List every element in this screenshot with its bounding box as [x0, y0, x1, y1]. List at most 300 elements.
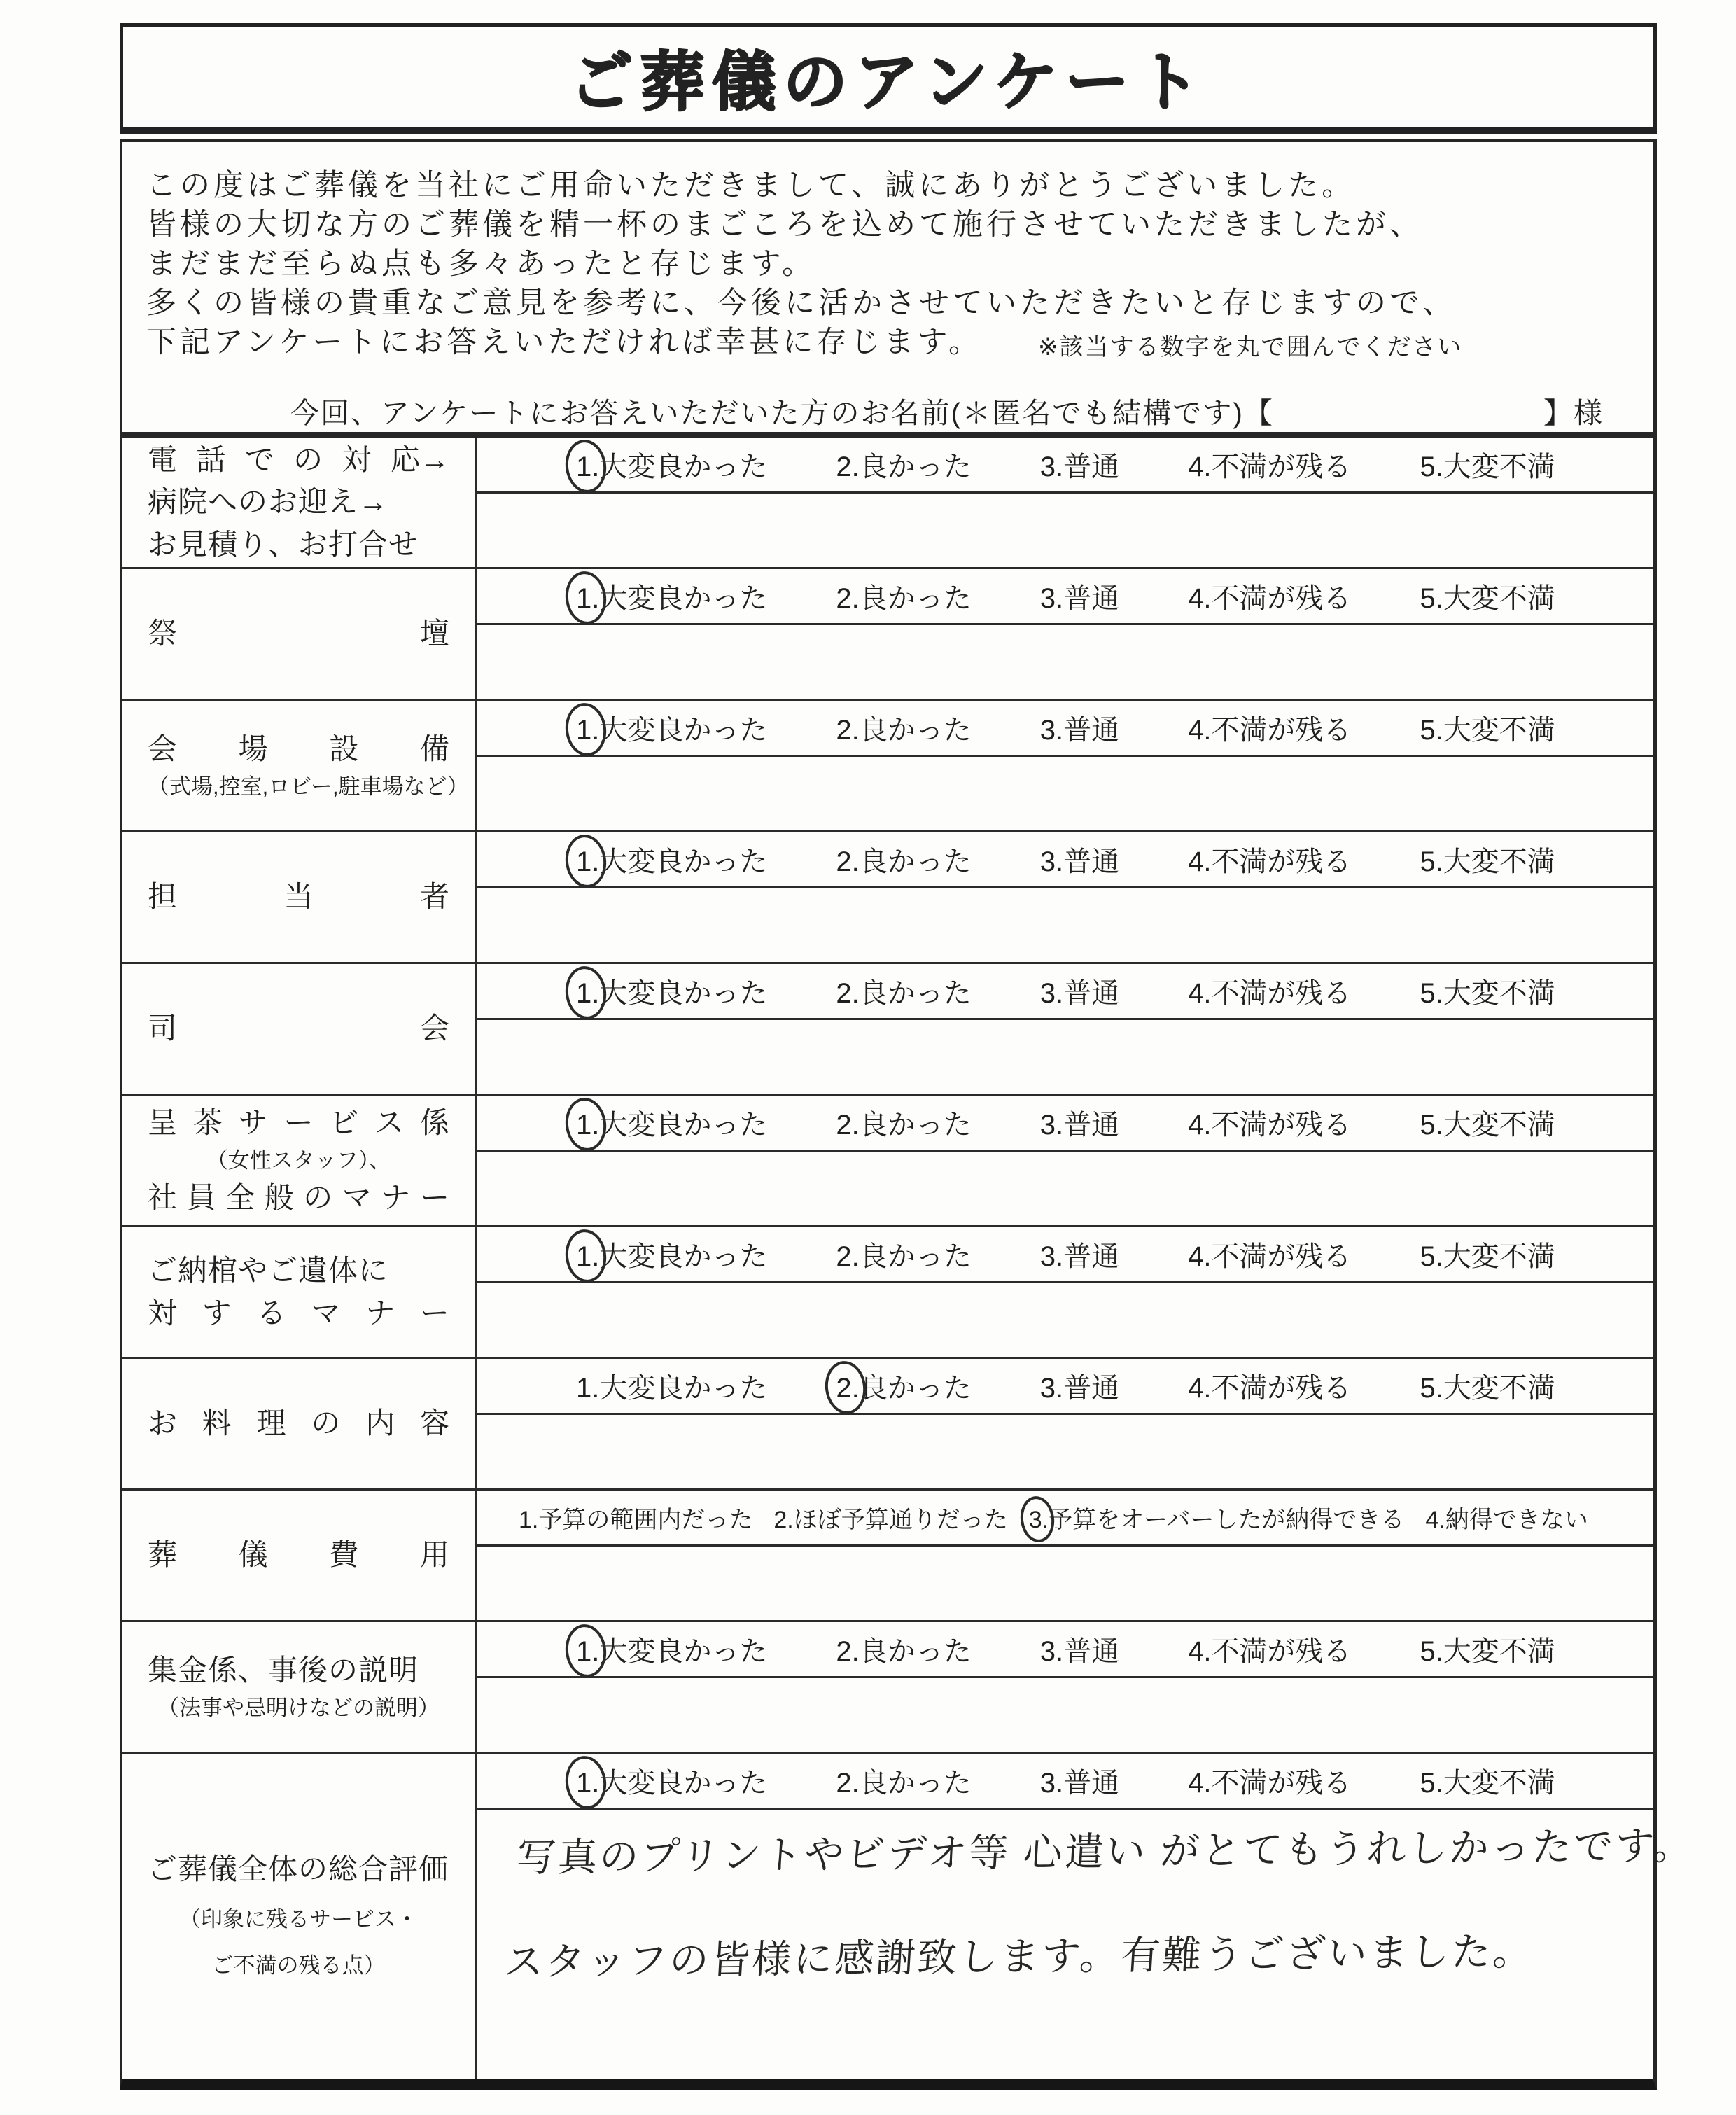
row-answer-area	[477, 1754, 1696, 2079]
rating-options	[477, 1622, 1653, 1678]
rating-number: 5.	[1420, 583, 1443, 614]
survey-row	[122, 438, 1653, 569]
rating-option-label: 大変良かった	[599, 978, 768, 1009]
row-label-line: （法事や忌明けなどの説明）	[158, 1696, 440, 1721]
rating-option-label: 大変不満	[1443, 978, 1555, 1009]
rating-option-label: 不満が残る	[1211, 1110, 1352, 1140]
rating-number: 5.	[1420, 715, 1443, 746]
rating-option-label: 普通	[1063, 1241, 1120, 1272]
label-char: 設	[329, 732, 359, 765]
rating-option-label: 普通	[1063, 1373, 1120, 1404]
rating-option-label: 大変不満	[1443, 846, 1555, 877]
rating-option	[836, 708, 971, 748]
label-char: す	[202, 1296, 232, 1329]
row-label	[122, 1622, 477, 1752]
rating-option	[1040, 576, 1119, 616]
row-label-line: 病院へのお迎え→	[148, 485, 389, 519]
rating-option-label: 良かった	[859, 715, 972, 746]
rating-option	[1029, 1500, 1405, 1535]
row-answer-area	[477, 1227, 1653, 1357]
row-label-line	[148, 442, 449, 477]
survey-row	[122, 1359, 1653, 1491]
rating-options	[477, 1096, 1653, 1152]
row-label	[122, 438, 477, 567]
rating-number: 2.	[836, 1110, 860, 1140]
label-char: 当	[284, 880, 314, 914]
label-char: 料	[202, 1406, 232, 1440]
rating-option-label: 良かった	[859, 452, 972, 482]
rating-number: 4.	[1188, 715, 1212, 746]
rating-options	[477, 1491, 1653, 1547]
row-label	[122, 1754, 477, 2079]
survey-row	[122, 701, 1653, 832]
rating-option-label: 大変良かった	[599, 846, 768, 877]
rating-number: 2.	[836, 846, 860, 877]
rating-option-label: 普通	[1063, 846, 1120, 877]
rating-number-circled: 1.	[576, 1636, 600, 1667]
label-char: ー	[419, 1181, 449, 1215]
rating-option	[1040, 1103, 1119, 1143]
rating-number: 5.	[1420, 1636, 1443, 1667]
rating-option	[1040, 839, 1119, 879]
rating-option-label: 不満が残る	[1211, 1768, 1352, 1799]
rating-option	[1420, 1234, 1555, 1274]
label-char: ー	[284, 1105, 314, 1139]
rating-option-label: 大変良かった	[599, 1241, 768, 1272]
survey-row	[122, 1622, 1653, 1754]
rating-option-label: 不満が残る	[1211, 452, 1352, 482]
rating-option-label: 予算の範囲内だった	[538, 1507, 753, 1533]
row-label	[122, 1227, 477, 1357]
rating-number-circled: 1.	[576, 715, 600, 746]
rating-number: 5.	[1420, 1110, 1443, 1140]
rating-option	[576, 1234, 767, 1274]
label-char: の	[293, 442, 323, 476]
rating-number: 5.	[1420, 452, 1443, 482]
label-char: 対	[148, 1296, 178, 1329]
rating-number-circled: 1.	[576, 1768, 600, 1799]
rating-number: 4.	[1188, 1373, 1212, 1404]
rating-option	[836, 971, 971, 1011]
comment-area	[477, 1283, 1653, 1357]
rating-number: 4.	[1188, 583, 1212, 614]
row-label	[122, 1491, 477, 1620]
label-char: の	[303, 1181, 333, 1215]
rating-option	[836, 839, 971, 879]
row-answer-area	[477, 438, 1653, 567]
row-label-line	[148, 1180, 449, 1215]
rating-option	[1040, 971, 1119, 1011]
rating-option-label: 不満が残る	[1211, 978, 1352, 1009]
rating-option	[1420, 1366, 1555, 1406]
label-char: ー	[419, 1296, 449, 1329]
row-label-line: （式場,控室,ロビー,駐車場など）	[148, 774, 469, 800]
rating-number: 2.	[836, 1768, 860, 1799]
rating-option	[836, 1234, 971, 1274]
rating-option	[1420, 708, 1555, 748]
rating-option-label: 普通	[1063, 1768, 1120, 1799]
rating-number: 1.	[519, 1507, 539, 1533]
rating-number: 3.	[1040, 846, 1064, 877]
rating-option	[1188, 576, 1351, 616]
row-answer-area	[477, 1359, 1653, 1488]
row-label	[122, 832, 477, 962]
rating-number: 2.	[836, 452, 860, 482]
title-box	[120, 23, 1657, 134]
rating-option	[576, 576, 767, 616]
row-answer-area	[477, 832, 1653, 962]
rating-option-label: 大変不満	[1443, 1373, 1555, 1404]
rating-option	[836, 1366, 971, 1406]
rating-option-label: 良かった	[859, 1373, 972, 1404]
intro-line: この度はご葬儀を当社にご用命いただきまして、誠にありがとうございました。	[146, 169, 1356, 202]
rating-option-label: 不満が残る	[1211, 1241, 1352, 1272]
rating-option-label: 普通	[1063, 715, 1120, 746]
rating-number: 3.	[1040, 1768, 1064, 1799]
row-label-line	[148, 1105, 449, 1140]
survey-row	[122, 1227, 1653, 1359]
rating-option-label: 普通	[1063, 452, 1120, 482]
row-answer-area	[477, 1491, 1653, 1620]
comment-area	[477, 494, 1653, 567]
intro-box	[120, 139, 1657, 435]
rating-option	[1425, 1500, 1588, 1535]
rating-number-circled: 1.	[576, 1241, 600, 1272]
handwritten-comment: スタッフの皆様に感謝致します。有難うございました。	[503, 1929, 1536, 1984]
rating-option-label: 大変良かった	[599, 1768, 768, 1799]
intro-line: 皆様の大切な方のご葬儀を精一杯のまごころを込めて施行させていただきましたが、	[146, 208, 1423, 242]
label-char: 電	[148, 442, 178, 476]
rating-option-label: 良かった	[859, 1768, 972, 1799]
rating-number: 5.	[1420, 978, 1443, 1009]
row-answer-area	[477, 1096, 1653, 1225]
rating-option	[1188, 1234, 1351, 1274]
rating-option	[1040, 445, 1119, 484]
rating-option-label: 大変不満	[1443, 452, 1555, 482]
label-char: 儀	[238, 1538, 268, 1572]
survey-row	[122, 1491, 1653, 1622]
rating-option	[1420, 1629, 1555, 1669]
rating-options	[477, 964, 1653, 1020]
comment-area	[477, 1152, 1653, 1225]
rating-option-label: ほぼ予算通りだった	[793, 1507, 1008, 1533]
rating-options	[477, 1359, 1653, 1415]
rating-option	[1420, 1103, 1555, 1143]
handwritten-comment: 写真のプリントやビデオ等 心遣い がとてもうれしかったです。	[515, 1823, 1696, 1880]
row-label-line	[148, 879, 449, 914]
row-label-line	[148, 1537, 449, 1572]
rating-number: 3.	[1040, 1636, 1064, 1667]
rating-number: 3.	[1040, 1110, 1064, 1140]
rating-option-label: 大変良かった	[599, 452, 768, 482]
label-char: 備	[419, 732, 449, 765]
row-answer-area	[477, 569, 1653, 699]
label-char: 対	[342, 442, 372, 476]
rating-option-label: 大変不満	[1443, 1110, 1555, 1140]
rating-number-circled: 1.	[576, 583, 600, 614]
rating-option	[1420, 971, 1555, 1011]
rating-option-label: 良かった	[859, 583, 972, 614]
survey-row	[122, 1096, 1653, 1227]
rating-option-label: 良かった	[859, 978, 972, 1009]
rating-option	[836, 1103, 971, 1143]
rating-option	[576, 1366, 767, 1406]
rating-options	[477, 1227, 1653, 1283]
label-char: 係	[419, 1105, 449, 1139]
rating-number-circled: 3.	[1028, 1507, 1049, 1533]
rating-option	[576, 1761, 767, 1801]
rating-number: 4.	[1188, 1241, 1212, 1272]
rating-number: 5.	[1420, 1373, 1443, 1404]
rating-option-label: 大変良かった	[599, 1636, 768, 1667]
rating-option	[836, 576, 971, 616]
comment-area	[477, 1415, 1653, 1488]
rating-number: 3.	[1040, 1373, 1064, 1404]
survey-row	[122, 832, 1653, 964]
rating-option	[836, 1629, 971, 1669]
rating-option-label: 普通	[1063, 1110, 1120, 1140]
rating-number: 1.	[576, 1373, 600, 1404]
label-char: 葬	[148, 1538, 178, 1572]
rating-option-label: 普通	[1063, 1636, 1120, 1667]
comment-area	[477, 1020, 1653, 1094]
rating-option	[1188, 445, 1351, 484]
row-label-line: ご葬儀全体の総合評価	[148, 1852, 449, 1885]
label-char: ビ	[329, 1105, 359, 1139]
label-char: 担	[148, 880, 178, 914]
rating-option	[576, 1629, 767, 1669]
survey-row	[122, 964, 1653, 1096]
rating-option	[1420, 1761, 1555, 1801]
row-label	[122, 569, 477, 699]
rating-option	[1188, 1629, 1351, 1669]
row-label-line	[148, 1296, 449, 1331]
circle-instruction-note: ※該当する数字を丸で囲んでください	[1037, 334, 1463, 361]
row-label-line: （印象に残るサービス・	[179, 1907, 418, 1932]
rating-option-label: 不満が残る	[1211, 1373, 1352, 1404]
rating-option-label: 大変良かった	[599, 583, 768, 614]
label-char: 祭	[148, 617, 178, 650]
comment-area	[477, 757, 1653, 830]
rating-option-label: 不満が残る	[1211, 846, 1352, 877]
label-char: マ	[342, 1181, 372, 1215]
row-label-line	[148, 1011, 449, 1046]
survey-table	[120, 435, 1696, 2090]
page-title: ご葬儀のアンケート	[568, 47, 1208, 118]
rating-option	[1040, 1234, 1119, 1274]
label-char: 呈	[148, 1105, 178, 1139]
row-label-line: 集金係、事後の説明	[148, 1653, 419, 1687]
rating-option-label: 予算をオーバーしたが納得できる	[1049, 1507, 1405, 1533]
intro-line: 多くの皆様の貴重なご意見を参考に、今後に活かさせていただきたいと存じますので、	[146, 286, 1457, 320]
rating-number: 4.	[1188, 452, 1212, 482]
label-char: で	[244, 442, 274, 476]
rating-option-label: 大変不満	[1443, 583, 1555, 614]
rating-option-label: 良かった	[859, 1636, 972, 1667]
rating-option	[774, 1500, 1007, 1535]
rating-number: 5.	[1420, 1768, 1443, 1799]
rating-option	[1040, 1629, 1119, 1669]
rating-option	[1420, 576, 1555, 616]
rating-number: 2.	[836, 715, 860, 746]
name-prompt-label: 今回、アンケートにお答えいただいた方のお名前(＊匿名でも結構です)【	[290, 397, 1274, 429]
rating-number: 2.	[836, 978, 860, 1009]
rating-option-label: 大変不満	[1443, 1241, 1555, 1272]
rating-option-label: 納得できない	[1445, 1507, 1588, 1533]
rating-option	[1040, 1366, 1119, 1406]
rating-option-label: 大変不満	[1443, 1636, 1555, 1667]
row-answer-area	[477, 1622, 1653, 1752]
label-char: 全	[225, 1181, 255, 1215]
rating-option-label: 大変良かった	[599, 1373, 768, 1404]
rating-number: 2.	[836, 583, 860, 614]
comment-area	[477, 1678, 1653, 1752]
rating-number-circled: 1.	[576, 1110, 600, 1140]
rating-option	[836, 445, 971, 484]
rating-option	[576, 445, 767, 484]
label-char: 員	[186, 1181, 216, 1215]
rating-options	[477, 569, 1653, 625]
rating-option-label: 大変良かった	[599, 1110, 768, 1140]
rating-option	[519, 1500, 752, 1535]
label-char: 茶	[192, 1105, 223, 1139]
intro-line: まだまだ至らぬ点も多々あったと存じます。	[146, 247, 816, 281]
row-label-line: お見積り、お打合せ	[148, 527, 419, 561]
label-char: 司	[148, 1012, 178, 1045]
label-char: マ	[311, 1296, 341, 1329]
row-label	[122, 701, 477, 830]
rating-option-label: 大変不満	[1443, 1768, 1555, 1799]
row-label-line	[148, 1406, 449, 1441]
rating-number-circled: 1.	[576, 978, 600, 1009]
label-char: 会	[419, 1012, 449, 1045]
label-char: 般	[264, 1181, 294, 1215]
rating-number: 2.	[774, 1507, 794, 1533]
rating-number: 4.	[1188, 1636, 1212, 1667]
rating-option	[1188, 708, 1351, 748]
survey-row	[122, 569, 1653, 701]
rating-option-label: 不満が残る	[1211, 715, 1352, 746]
rating-number: 4.	[1188, 1768, 1212, 1799]
survey-row	[122, 1754, 1696, 2079]
label-char: 会	[148, 732, 178, 765]
label-char: サ	[238, 1105, 268, 1139]
comment-area	[477, 1547, 1653, 1620]
comment-area	[477, 625, 1653, 699]
rating-number: 3.	[1040, 715, 1064, 746]
label-char: 用	[419, 1538, 449, 1572]
label-char: 容	[419, 1406, 449, 1440]
rating-option	[1188, 1103, 1351, 1143]
rating-option	[576, 971, 767, 1011]
rating-number: 4.	[1188, 978, 1212, 1009]
label-char: る	[256, 1296, 286, 1329]
rating-options	[477, 832, 1653, 888]
label-char: 壇	[419, 617, 449, 650]
label-char: ス	[374, 1105, 405, 1139]
label-char: 内	[365, 1406, 396, 1440]
label-char: 応→	[390, 442, 449, 476]
label-char: 話	[196, 442, 226, 476]
rating-number-circled: 1.	[576, 846, 600, 877]
rating-option-label: 大変不満	[1443, 715, 1555, 746]
comment-area	[477, 888, 1653, 962]
rating-option	[1188, 1761, 1351, 1801]
rating-options	[477, 438, 1653, 494]
rating-number: 3.	[1040, 583, 1064, 614]
label-char: ナ	[365, 1296, 396, 1329]
rating-option	[1188, 971, 1351, 1011]
rating-option-label: 普通	[1063, 583, 1120, 614]
row-label-line	[148, 732, 449, 767]
label-char: 理	[256, 1406, 286, 1440]
rating-number-circled: 2.	[836, 1373, 860, 1404]
rating-number: 3.	[1040, 978, 1064, 1009]
rating-option	[836, 1761, 971, 1801]
label-char: 費	[329, 1538, 359, 1572]
rating-options	[477, 701, 1653, 757]
rating-option-label: 良かった	[859, 1110, 972, 1140]
name-bracket-close: 】様	[1544, 397, 1604, 429]
respondent-name-row	[146, 390, 1632, 431]
rating-option-label: 良かった	[859, 846, 972, 877]
row-label	[122, 1096, 477, 1225]
rating-number: 5.	[1420, 846, 1443, 877]
label-char: 場	[238, 732, 268, 765]
rating-option-label: 不満が残る	[1211, 1636, 1352, 1667]
rating-number: 4.	[1188, 846, 1212, 877]
row-answer-area	[477, 701, 1653, 830]
row-label	[122, 964, 477, 1094]
intro-line: 下記アンケートにお答えいただければ幸甚に存じます。	[146, 326, 982, 359]
rating-option	[1188, 1366, 1351, 1406]
intro-line5-row	[146, 323, 1632, 362]
rating-option-label: 良かった	[859, 1241, 972, 1272]
label-char: 者	[419, 880, 449, 914]
label-char: ナ	[381, 1181, 411, 1215]
rating-option-label: 普通	[1063, 978, 1120, 1009]
rating-number: 3.	[1040, 1241, 1064, 1272]
label-char: お	[148, 1406, 178, 1440]
rating-option	[576, 1103, 767, 1143]
rating-options	[477, 1754, 1653, 1810]
rating-option-label: 不満が残る	[1211, 583, 1352, 614]
comment-area	[477, 1810, 1696, 2079]
rating-number-circled: 1.	[576, 452, 600, 482]
label-char: の	[311, 1406, 341, 1440]
rating-option	[1188, 839, 1351, 879]
rating-option	[576, 839, 767, 879]
rating-option	[1420, 839, 1555, 879]
rating-option	[576, 708, 767, 748]
row-label-line: ご不満の残る点）	[211, 1953, 386, 1978]
label-char: 社	[148, 1181, 178, 1215]
rating-number: 2.	[836, 1241, 860, 1272]
rating-option-label: 大変良かった	[599, 715, 768, 746]
rating-number: 3.	[1040, 452, 1064, 482]
row-label-line: ご納棺やご遺体に	[148, 1254, 389, 1287]
rating-number: 4.	[1425, 1507, 1446, 1533]
rating-number: 5.	[1420, 1241, 1443, 1272]
row-label	[122, 1359, 477, 1488]
row-label-line	[148, 616, 449, 651]
rating-option	[1420, 445, 1555, 484]
rating-number: 2.	[836, 1636, 860, 1667]
rating-option	[1040, 1761, 1119, 1801]
row-label-line: （女性スタッフ）、	[206, 1147, 391, 1173]
row-answer-area	[477, 964, 1653, 1094]
rating-option	[1040, 708, 1119, 748]
